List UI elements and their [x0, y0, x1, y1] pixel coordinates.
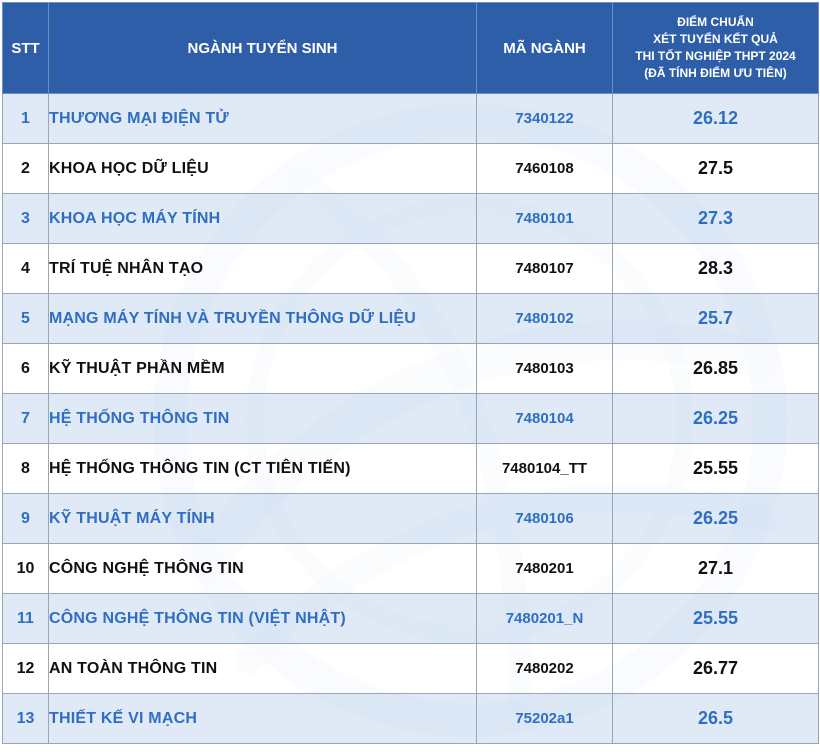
row-major: HỆ THỐNG THÔNG TIN (CT TIÊN TIẾN) — [49, 444, 477, 494]
row-major: MẠNG MÁY TÍNH VÀ TRUYỀN THÔNG DỮ LIỆU — [49, 294, 477, 344]
row-stt: 1 — [3, 94, 49, 144]
row-code: 7480101 — [477, 194, 613, 244]
row-stt: 10 — [3, 544, 49, 594]
row-stt: 3 — [3, 194, 49, 244]
table-row — [3, 444, 819, 494]
table-row — [3, 344, 819, 394]
row-major: AN TOÀN THÔNG TIN — [49, 644, 477, 694]
row-score: 27.3 — [613, 194, 819, 244]
row-code: 7460108 — [477, 144, 613, 194]
row-stt: 13 — [3, 694, 49, 744]
row-code: 75202a1 — [477, 694, 613, 744]
row-code: 7480103 — [477, 344, 613, 394]
row-major: CÔNG NGHỆ THÔNG TIN (VIỆT NHẬT) — [49, 594, 477, 644]
row-major: CÔNG NGHỆ THÔNG TIN — [49, 544, 477, 594]
row-code: 7340122 — [477, 94, 613, 144]
row-score: 26.25 — [613, 494, 819, 544]
row-major: KHOA HỌC DỮ LIỆU — [49, 144, 477, 194]
table-body — [3, 94, 819, 744]
row-stt: 2 — [3, 144, 49, 194]
row-major: KỸ THUẬT PHẦN MỀM — [49, 344, 477, 394]
row-stt: 12 — [3, 644, 49, 694]
header-code: MÃ NGÀNH — [477, 3, 613, 94]
table-row — [3, 294, 819, 344]
row-score: 26.85 — [613, 344, 819, 394]
table-row — [3, 394, 819, 444]
row-score: 26.12 — [613, 94, 819, 144]
table-row — [3, 144, 819, 194]
row-code: 7480107 — [477, 244, 613, 294]
header-row — [3, 3, 819, 94]
row-code: 7480201_N — [477, 594, 613, 644]
row-code: 7480202 — [477, 644, 613, 694]
table-row — [3, 244, 819, 294]
header-major: NGÀNH TUYỂN SINH — [49, 3, 477, 94]
row-stt: 11 — [3, 594, 49, 644]
row-stt: 9 — [3, 494, 49, 544]
row-major: TRÍ TUỆ NHÂN TẠO — [49, 244, 477, 294]
header-score-line: ĐIỂM CHUẨN — [677, 15, 754, 29]
header-score-line: (ĐÃ TÍNH ĐIỂM ƯU TIÊN) — [644, 66, 787, 80]
row-major: HỆ THỐNG THÔNG TIN — [49, 394, 477, 444]
row-stt: 5 — [3, 294, 49, 344]
row-stt: 6 — [3, 344, 49, 394]
row-code: 7480201 — [477, 544, 613, 594]
row-score: 27.5 — [613, 144, 819, 194]
row-score: 26.25 — [613, 394, 819, 444]
row-code: 7480104 — [477, 394, 613, 444]
header-stt: STT — [3, 3, 49, 94]
header-score — [613, 3, 819, 94]
row-score: 27.1 — [613, 544, 819, 594]
row-major: THIẾT KẾ VI MẠCH — [49, 694, 477, 744]
row-score: 26.5 — [613, 694, 819, 744]
table-row — [3, 94, 819, 144]
row-score: 25.55 — [613, 444, 819, 494]
admission-scores-table — [2, 2, 819, 744]
row-major: KỸ THUẬT MÁY TÍNH — [49, 494, 477, 544]
row-stt: 7 — [3, 394, 49, 444]
row-score: 25.55 — [613, 594, 819, 644]
table-row — [3, 594, 819, 644]
row-score: 28.3 — [613, 244, 819, 294]
row-code: 7480104_TT — [477, 444, 613, 494]
row-score: 26.77 — [613, 644, 819, 694]
row-score: 25.7 — [613, 294, 819, 344]
row-stt: 4 — [3, 244, 49, 294]
table-row — [3, 644, 819, 694]
header-score-line: XÉT TUYỂN KẾT QUẢ — [653, 32, 778, 46]
row-code: 7480106 — [477, 494, 613, 544]
table-row — [3, 494, 819, 544]
table-header — [3, 3, 819, 94]
row-major: KHOA HỌC MÁY TÍNH — [49, 194, 477, 244]
table-row — [3, 194, 819, 244]
row-stt: 8 — [3, 444, 49, 494]
table-row — [3, 694, 819, 744]
header-score-line: THI TỐT NGHIỆP THPT 2024 — [635, 49, 796, 63]
row-code: 7480102 — [477, 294, 613, 344]
row-major: THƯƠNG MẠI ĐIỆN TỬ — [49, 94, 477, 144]
table-row — [3, 544, 819, 594]
